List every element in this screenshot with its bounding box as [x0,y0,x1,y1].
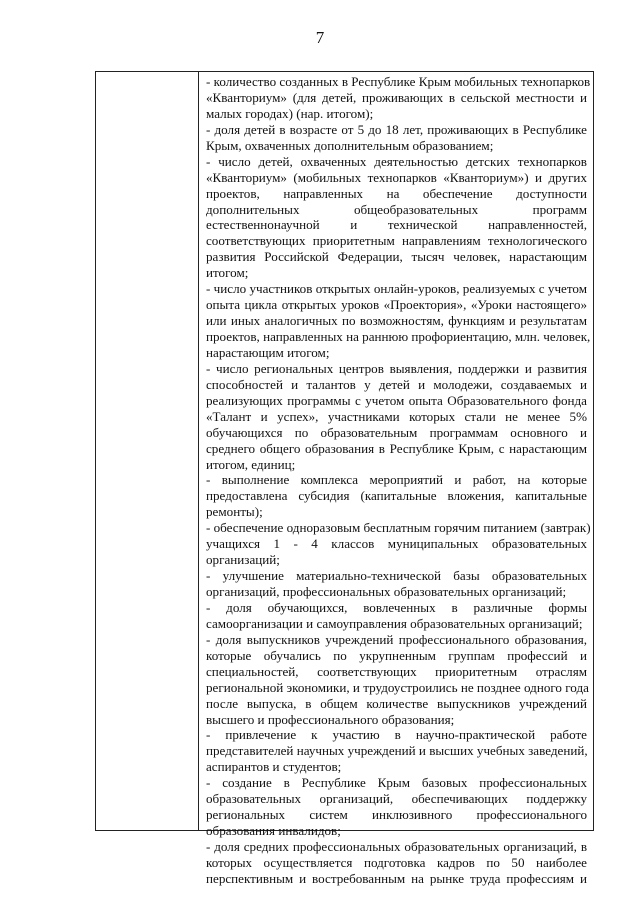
text-line: - число детей, охваченных деятельностью детских технопарков [206,153,587,169]
text-line: итогом, единиц; [206,456,296,472]
text-line: перспективным и востребованным на рынке труда профессиям и [206,870,587,886]
text-line: «Кванториум» (для детей, проживающих в сельской местности и [206,89,587,105]
text-line: - доля обучающихся, вовлеченных в различные формы [206,599,587,615]
text-line: учащихся 1 - 4 классов муниципальных образовательных [206,536,587,552]
text-line: среднего общего образования в Республике Крым, с нарастающим [206,440,587,456]
text-line: «Кванториум» (мобильных технопарков «Кванториум») и других [206,169,587,185]
text-line: образования инвалидов; [206,823,341,839]
page-number: 7 [315,28,325,47]
text-line: - число региональных центров выявления, поддержки и развития [206,360,587,376]
text-line: - число участников открытых онлайн-уроков, реализуемых с учетом [206,281,587,297]
text-line: - обеспечение одноразовым бесплатным горячим питанием (завтрак) [206,520,591,536]
text-line: - доля выпускников учреждений профессионального образования, [206,631,587,647]
text-line: развития Российской Федерации, тысяч человек, нарастающим [206,249,587,265]
text-line: - доля средних профессиональных образовательных организаций, в [206,839,587,854]
text-line: которых осуществляется подготовка кадров по 50 наиболее [206,854,587,870]
text-line: высшего и профессионального образования; [206,711,455,727]
table-left-cell [96,72,199,830]
text-line: обучающихся по образовательным программам основного и [206,424,587,440]
text-line: или иных аналогичных по возможностям, функциям и результатам [206,313,587,329]
text-line: организаций, профессиональных образовательных организаций; [206,584,567,599]
text-line: соответствующих приоритетным направлениям технологического [206,233,587,249]
text-line: ремонты); [206,504,263,520]
text-line: естественнонаучной и технической направленностей, [206,217,587,233]
text-line: самоорганизации и самоуправления образовательных организаций; [206,615,583,631]
text-line: организаций; [206,552,280,568]
text-line: Крым, охваченных дополнительным образованием; [206,137,494,153]
document-table [95,71,594,886]
text-line: «Талант и успех», участниками которых стали не менее 5% [206,408,587,424]
text-line: - доля детей в возрасте от 5 до 18 лет, проживающих в Республике [206,121,587,137]
text-line: специальностей, соответствующих приоритетным отраслям [206,663,587,679]
text-line: региональной экономики, и трудоустроились не позднее одного года [206,679,589,695]
text-line: реализующих программы с учетом опыта Образовательного фонда [206,392,587,408]
text-line: дополнительных общеобразовательных программ [206,201,587,217]
text-line: - улучшение материально-технической базы образовательных [206,568,587,584]
text-line: региональных систем инклюзивного профессионального [206,807,587,823]
text-line: - количество созданных в Республике Крым мобильных технопарков [206,74,591,89]
text-line: итогом; [206,265,249,281]
text-line: образовательных организаций, обеспечивающих поддержку [206,791,587,807]
text-line: проектов, направленных на обеспечение доступности [206,185,587,201]
table-right-cell [199,72,593,886]
text-line: - создание в Республике Крым базовых профессиональных [206,775,587,791]
text-line: - привлечение к участию в научно-практической работе [206,727,587,743]
text-line: опыта цикла открытых уроков «Проектория», «Уроки настоящего» [206,297,587,313]
text-line: представителей научных учреждений и высших учебных заведений, [206,743,588,759]
text-line: предоставлена субсидия (капитальные вложения, капитальные [206,488,587,504]
text-line: нарастающим итогом; [206,344,330,360]
text-line: малых городах) (нар. итогом); [206,105,374,121]
text-line: которые обучались по укрупненным группам профессий и [206,647,587,663]
text-line: после выпуска, в общем количестве выпускников учреждений [206,695,587,711]
text-line: - выполнение комплекса мероприятий и работ, на которые [206,472,587,488]
text-line: способностей и талантов у детей и молодежи, создаваемых и [206,376,587,392]
text-line: проектов, направленных на раннюю профориентацию, млн. человек, [206,329,591,344]
text-line: аспирантов и студентов; [206,759,342,775]
